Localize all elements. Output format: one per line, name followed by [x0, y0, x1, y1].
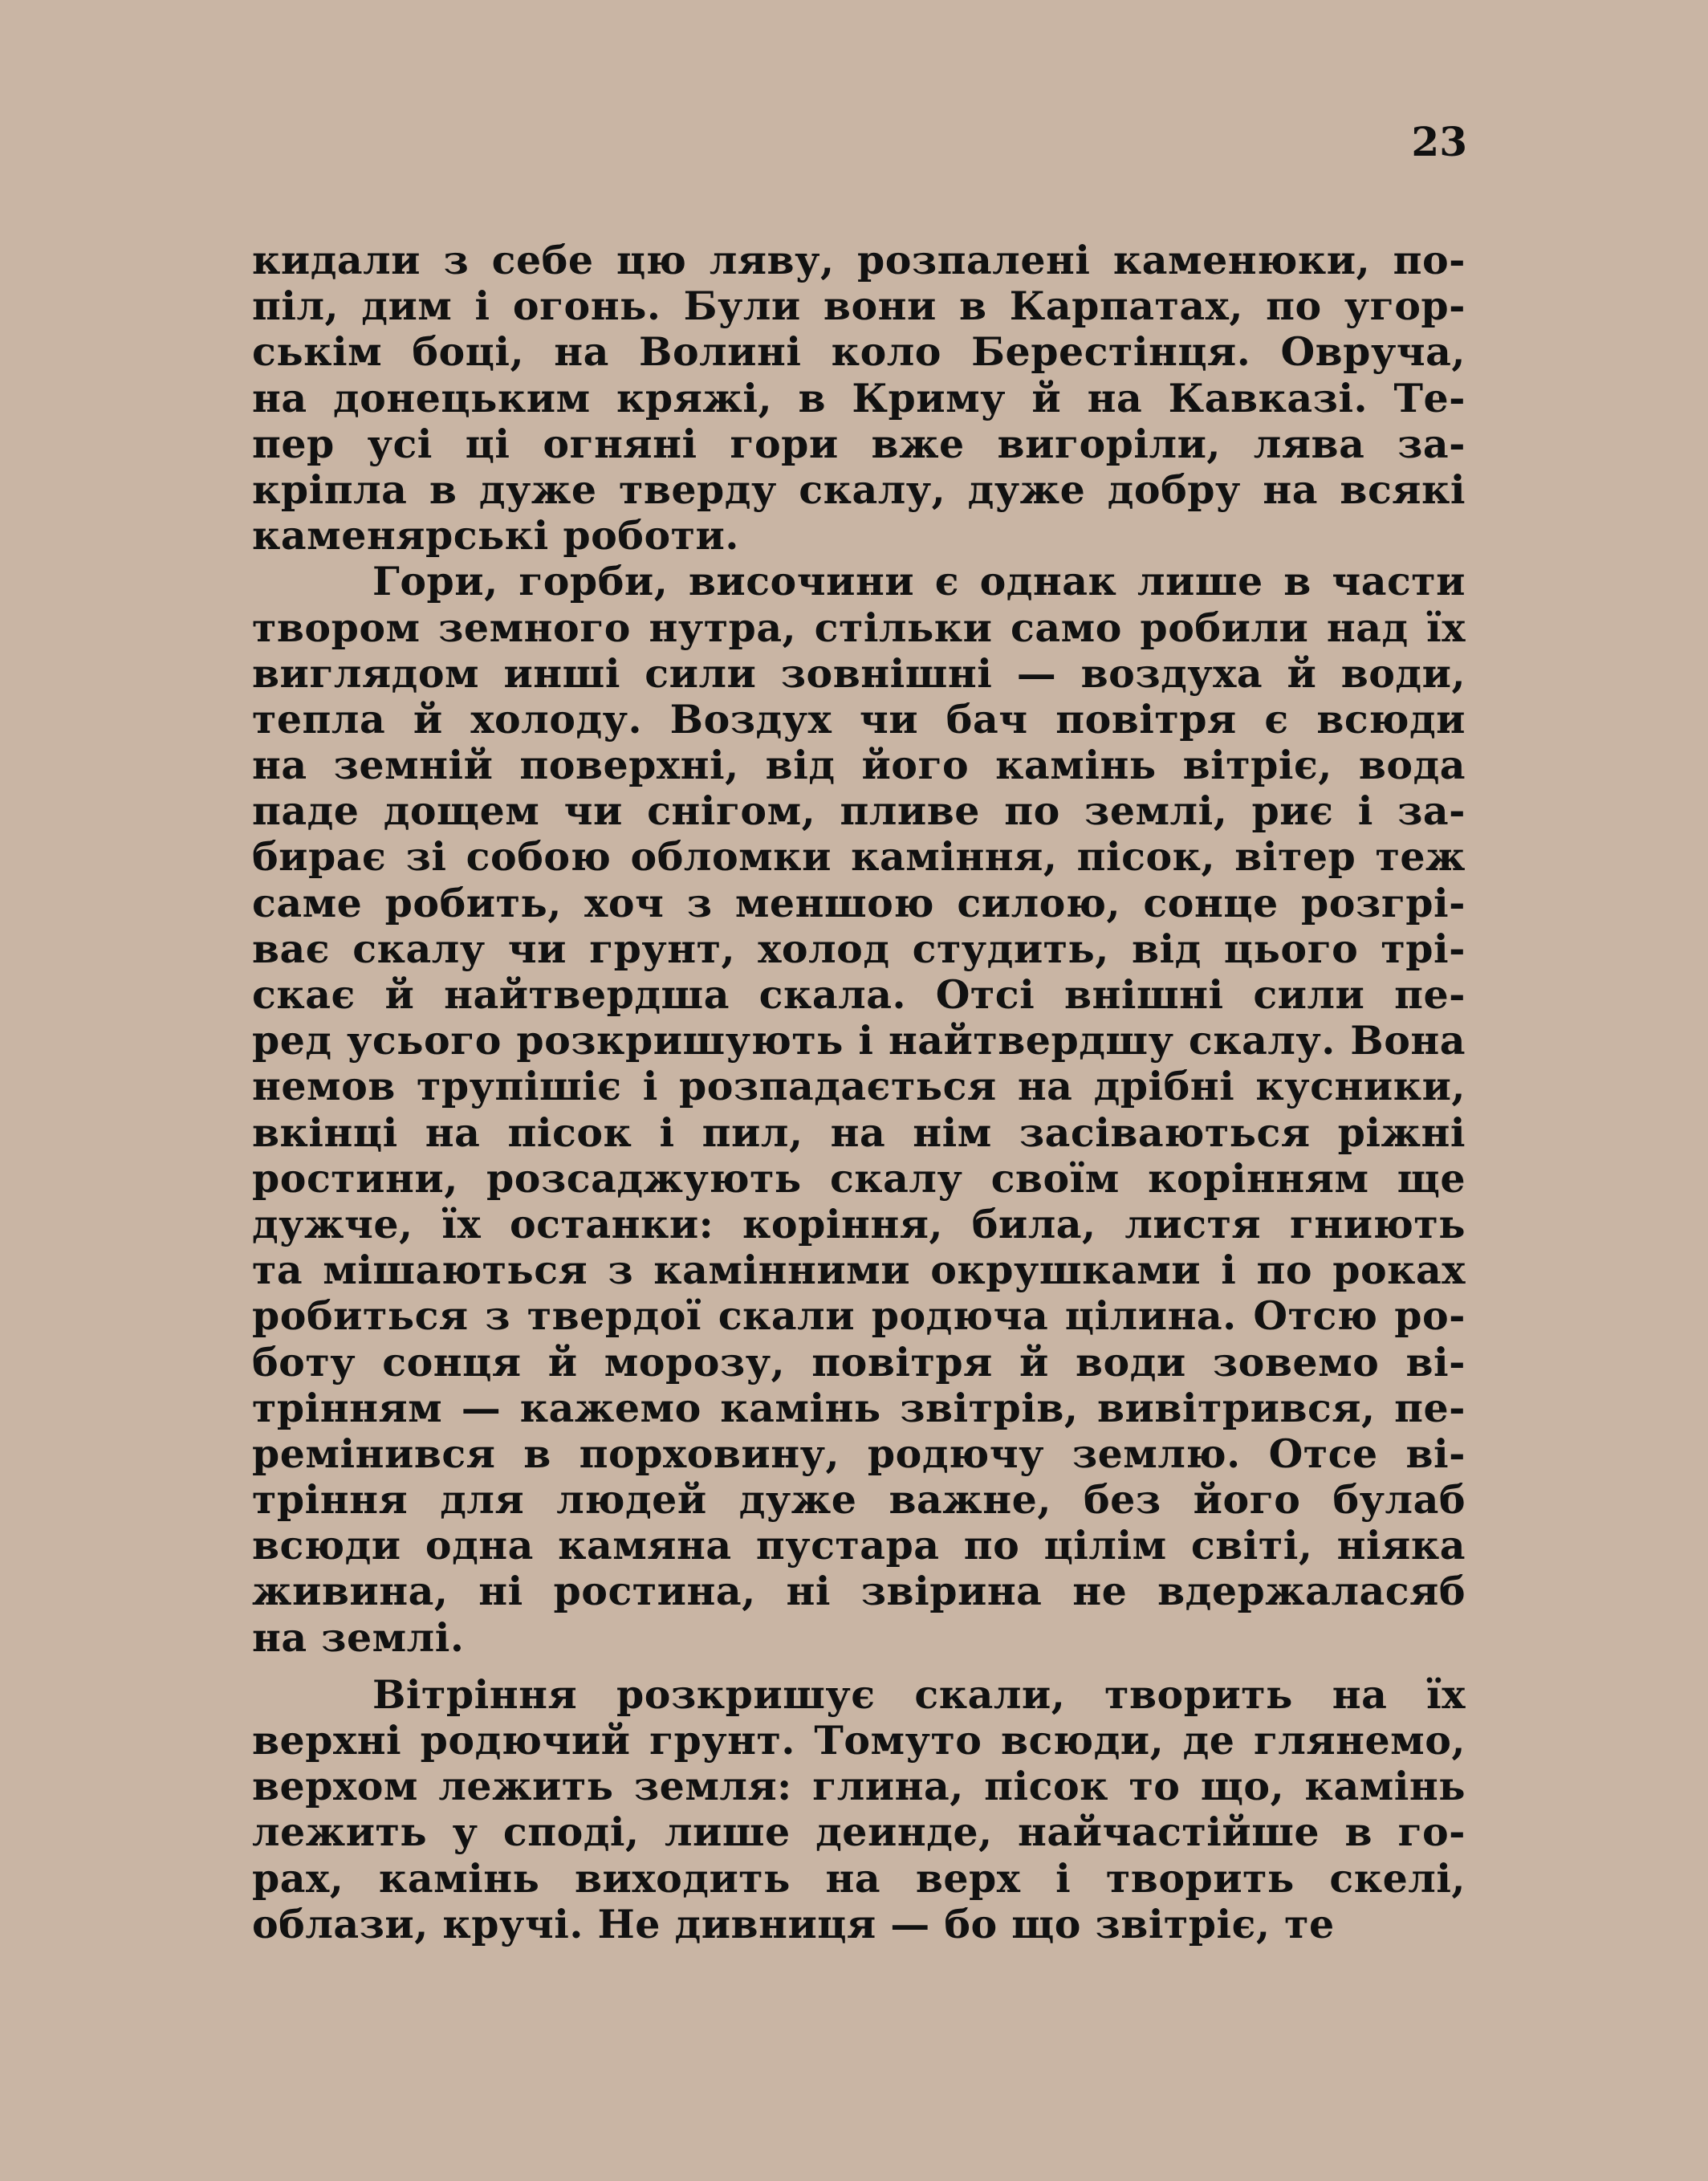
text-line: виглядом инші сили зовнішні — воздуха й води, — [252, 649, 1466, 697]
text-line: вкінці на пісок і пил, на нім засіваються ріжні — [252, 1109, 1466, 1156]
paragraph-gap — [252, 1661, 1466, 1672]
text-line: лежить у споді, лише деинде, найчастійше в го- — [252, 1809, 1466, 1856]
paragraph — [252, 1672, 1466, 1947]
text-line: на землі. — [252, 1613, 465, 1661]
text-line: дужче, їх останки: коріння, била, листя гниють — [252, 1200, 1466, 1247]
text-line: піл, дим і огонь. Були вони в Карпатах, по угор- — [252, 283, 1466, 330]
text-line: ває скалу чи грунт, холод студить, від цього трі- — [252, 925, 1466, 972]
text-line: на земній поверхні, від його камінь вітріє, вода — [252, 742, 1466, 789]
text-line: рах, камінь виходить на верх і творить скелі, — [252, 1854, 1466, 1902]
page-number: 23 — [1411, 118, 1467, 165]
text-line: немов трупішіє і розпадається на дрібні кусники, — [252, 1063, 1466, 1110]
text-line: тріння для людей дуже важне, без його булаб — [252, 1476, 1466, 1524]
text-line: облази, кручі. Не дивниця — бо що звітріє, те — [252, 1900, 1335, 1947]
text-line: верхом лежить земля: глина, пісок то що, камінь — [252, 1763, 1466, 1810]
text-line: робиться з твердої скали родюча цілина. Отсю ро- — [252, 1292, 1466, 1340]
text-line: кидали з себе цю ляву, розпалені каменюки, по- — [252, 237, 1466, 283]
text-line: каменярські роботи. — [252, 512, 739, 559]
text-line: кріпла в дуже тверду скалу, дуже добру на всякі — [252, 466, 1466, 513]
text-line: пер усі ці огняні гори вже вигоріли, лява за- — [252, 420, 1466, 467]
text-line: тепла й холоду. Воздух чи бач повітря є всюди — [252, 695, 1466, 743]
text-line: ськім боці, на Волині коло Берестінця. Овруча, — [252, 328, 1466, 376]
text-line: Вітріння розкришує скали, творить на їх — [372, 1670, 1466, 1718]
text-line: на донецьким кряжі, в Криму й на Кавказі. Те- — [252, 374, 1466, 421]
text-line: твором земного нутра, стільки само робили над їх — [252, 604, 1466, 651]
text-line: скає й найтвердша скала. Отсі внішні сили пе- — [252, 971, 1466, 1018]
text-line: ред усього розкришують і найтвердшу скалу. Вона — [252, 1017, 1466, 1064]
body-text — [252, 238, 1466, 1947]
text-line: ремінився в порховину, родючу землю. Отсе ві- — [252, 1430, 1466, 1477]
text-line: трінням — кажемо камінь звітрів, вивітрився, пе- — [252, 1384, 1466, 1431]
text-line: та мішаються з камінними окрушками і по роках — [252, 1247, 1466, 1294]
text-line: верхні родючий грунт. Томуто всюди, де глянемо, — [252, 1717, 1466, 1764]
paragraph — [252, 238, 1466, 559]
text-line: Гори, горби, височини є однак лише в части — [372, 558, 1466, 605]
text-line: боту сонця й морозу, повітря й води зовемо ві- — [252, 1338, 1466, 1386]
text-line: саме робить, хоч з меншою силою, сонце розгрі- — [252, 879, 1466, 926]
text-line: ростини, розсаджують скалу своїм корінням ще — [252, 1154, 1466, 1202]
text-line: всюди одна камяна пустара по цілім світі, ніяка — [252, 1522, 1466, 1569]
paragraph — [252, 559, 1466, 1661]
text-line: бирає зі собою обломки каміння, пісок, вітер теж — [252, 833, 1466, 881]
text-line: живина, ні ростина, ні звірина не вдержаласяб — [252, 1568, 1466, 1615]
text-line: паде дощем чи снігом, пливе по землі, риє і за- — [252, 787, 1466, 835]
